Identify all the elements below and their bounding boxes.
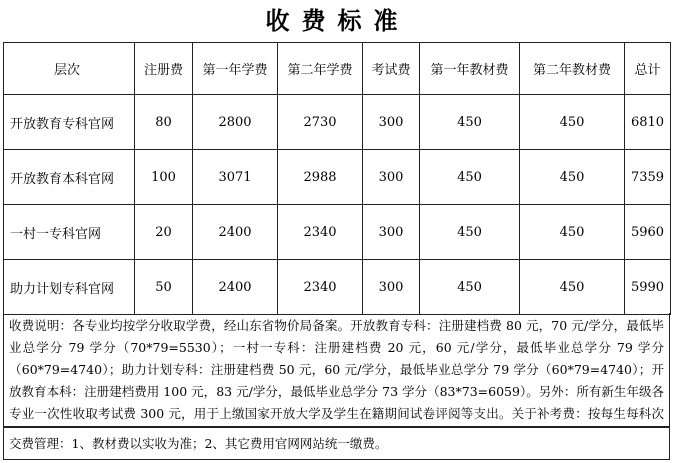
row-level-name: 一村一专科官网	[4, 205, 135, 260]
cell-exam-fee: 300	[363, 205, 420, 260]
header-first-year-tuition: 第一年学费	[193, 43, 278, 95]
header-total: 总计	[625, 43, 671, 95]
cell-first-year-textbook: 450	[420, 260, 520, 315]
cell-first-year-textbook: 450	[420, 205, 520, 260]
cell-registration-fee: 50	[135, 260, 193, 315]
table-row	[4, 150, 671, 205]
row-level-name: 助力计划专科官网	[4, 260, 135, 315]
cell-second-year-tuition: 2730	[278, 95, 363, 150]
cell-first-year-tuition: 2400	[193, 260, 278, 315]
header-first-year-textbook: 第一年教材费	[420, 43, 520, 95]
row-level-name: 开放教育本科官网	[4, 150, 135, 205]
cell-first-year-tuition: 2400	[193, 205, 278, 260]
cell-first-year-textbook: 450	[420, 150, 520, 205]
cell-second-year-textbook: 450	[520, 205, 625, 260]
header-exam-fee: 考试费	[363, 43, 420, 95]
cell-registration-fee: 20	[135, 205, 193, 260]
cell-first-year-tuition: 2800	[193, 95, 278, 150]
payment-management-note: 交费管理：1、教材费以实收为准；2、其它费用官网网站统一缴费。	[3, 427, 670, 460]
cell-second-year-tuition: 2988	[278, 150, 363, 205]
cell-total: 7359	[625, 150, 671, 205]
cell-first-year-textbook: 450	[420, 95, 520, 150]
table-row	[4, 260, 671, 315]
cell-exam-fee: 300	[363, 150, 420, 205]
table-header-row	[4, 43, 671, 95]
cell-total: 6810	[625, 95, 671, 150]
header-second-year-textbook: 第二年教材费	[520, 43, 625, 95]
cell-second-year-textbook: 450	[520, 95, 625, 150]
cell-second-year-textbook: 450	[520, 150, 625, 205]
cell-second-year-tuition: 2340	[278, 205, 363, 260]
cell-second-year-tuition: 2340	[278, 260, 363, 315]
page-title: 收费标准	[265, 6, 410, 35]
header-level: 层次	[4, 43, 135, 95]
fee-table	[3, 42, 671, 315]
cell-exam-fee: 300	[363, 95, 420, 150]
header-registration-fee: 注册费	[135, 43, 193, 95]
cell-registration-fee: 80	[135, 95, 193, 150]
cell-exam-fee: 300	[363, 260, 420, 315]
table-row	[4, 205, 671, 260]
table-row	[4, 95, 671, 150]
row-level-name: 开放教育专科官网	[4, 95, 135, 150]
cell-registration-fee: 100	[135, 150, 193, 205]
cell-total: 5990	[625, 260, 671, 315]
cell-second-year-textbook: 450	[520, 260, 625, 315]
cell-first-year-tuition: 3071	[193, 150, 278, 205]
header-second-year-tuition: 第二年学费	[278, 43, 363, 95]
fee-description: 收费说明：各专业均按学分收取学费，经山东省物价局备案。开放教育专科：注册建档费 80 元，70 元/学分，最低毕业总学分 79 学分（70*79=5530）；一村一专科：注册建档费 20 元，60 元/学分，最低毕业总学分 79 学分（60*79=4740）；助力计划专科：注册建档费 50 元，60 元/学分，最低毕业总学分 79 学分（60*79=4740）；开放教育本科：注册建档费用 100 元，83 元/学分，最低毕业总学分 73 学分（83*73=6059）。另外：所有新生年级各专业一次性收取考试费 300 元，用于上缴国家开放大学及学生在籍期间试卷评阅等支出。关于补考费：按每生每科次	[3, 313, 670, 427]
cell-total: 5960	[625, 205, 671, 260]
